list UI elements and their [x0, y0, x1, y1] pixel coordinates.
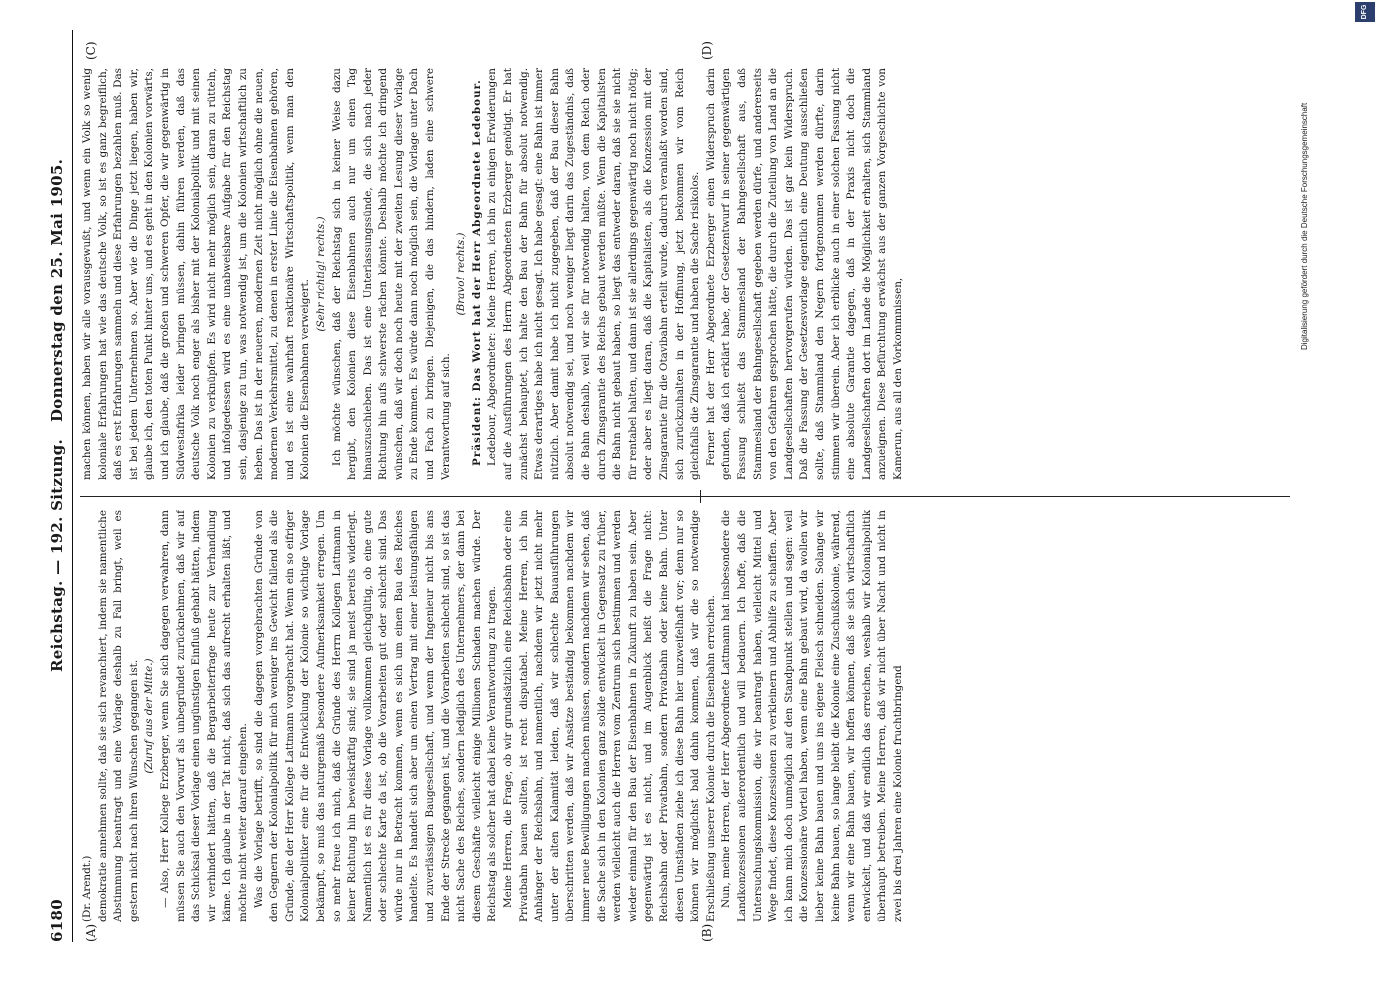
header-date: Donnerstag den 25. Mai 1905.: [48, 158, 66, 422]
dfg-logo: DFG: [1355, 2, 1375, 22]
paragraph: demokratie annehmen sollte, daß sie sich revanchiert, indem sie namentliche Abstimmung beantragt und eine Vorlage deshalb zu Fall bringt, weil es gestern nicht nach ihren Wünschen gegangen ist.: [96, 510, 140, 922]
column-divider: [80, 496, 1290, 497]
digitization-note: Digitalisierung gefördert durch die Deutsche Forschungsgemeinschaft: [1300, 102, 1309, 350]
paragraph: Meine Herren, die Frage, ob wir grundsätzlich eine Reichsbahn oder eine Privatbahn bauen sollten, ist recht disputabel. Meine Herren, ich bin Anhänger der Reichsbahn, und namentlich, nachdem wir jetzt nicht mehr unter der alten Kalamität leiden, daß wir schlechte Bauausführungen überschritten werden, daß wir Ansätze beständig bekommen nachdem wir immer neue Bewilligungen machen müssen, sondern nachdem wir sehen, daß die Sache sich in den Kolonien ganz solide entwickelt in Gegensatz zu früher, werden vielleicht auch die Herren vom Zentrum sich bestimmen und werden wieder einmal für den Bau der Eisenbahnen in Zukunft zu haben sein. Aber gegenwärtig ist es nicht, und im Augenblick heißt die Frage nicht: Reichsbahn oder Privatbahn, sondern Privatbahn oder keine Bahn. Unter diesen Umständen ziehe ich diese Bahn hier unzweifelhaft vor; denn nur so können wir möglichst bald dahin kommen, daß wir die so notwendige Erschließung unserer Kolonie durch die Eisenbahn erreichen.: [502, 510, 717, 922]
header-rule: [72, 30, 73, 942]
header-session: Reichstag. — 192. Sitzung.: [48, 438, 66, 672]
interjection: (Zuruf aus der Mitte.): [143, 658, 156, 774]
paragraph: Was die Vorlage betrifft, so sind die dagegen vorgebrachten Gründe von den Gegnern der Kolonialpolitik für mich weniger ins Gewicht fallend als die Gründe, die der Herr Kollege Lattmann vorgebracht hat. Wenn ein so eifriger Kolonialpolitiker eine für die Entwicklung der Kolonie so wichtige Vorlage bekämpft, so muß das naturgemäß besondere Aufmerksamkeit erregen. Um so mehr freue ich mich, daß die Gründe des Herrn Kollegen Lattmann in keiner Richtung hin beweiskräftig sind; sie sind ja meist bereits widerlegt. Namentlich ist es für diese Vorlage vollkommen gleichgültig, ob eine gute oder schlechte Karte da ist, ob die Vorarbeiten gut oder schlecht sind. Das würde nur in Betracht kommen, wenn es sich um einen Bau des Reiches handelte. Es handelt sich aber um einen Vertrag mit einer leistungsfähigen und zuverlässigen Baugesellschaft, und wenn der Ingenieur nicht bis ans Ende der Strecke gegangen ist, und die Vorarbeiten schlecht sind, so ist das nicht Sache des Reiches, sondern lediglich des Unternehmers, der dann bei diesem Geschäfte vielleicht einige Millionen Schaden machen würde. Der Reichstag als solcher hat dabei keine Verantwortung zu tragen.: [252, 510, 499, 922]
margin-marker-d: (D): [700, 41, 714, 60]
interjection: (Sehr richtig! rechts.): [314, 216, 327, 332]
margin-marker-a: (A): [84, 923, 98, 942]
paragraph: Nun, meine Herren, der Herr Abgeordnete Lattmann hat insbesondere die Landkonzessionen außerordentlich und will bedauern. Ich hoffe, daß die Untersuchungskommission, die wir beantragt haben, vielleicht Mittel und Wege findet, diese Konzessionen zu verkleinern und Abhilfe zu schaffen. Aber ich kann mich doch unmöglich auf den Standpunkt stellen und sagen: weil die Konzessionäre Vorteil haben, wenn eine Bahn gebaut wird, da wollen wir lieber keine Bahn bauen und uns ins eigene Fleisch schneiden. Solange wir keine Bahn bauen, so lange bleibt die Kolonie eine Zuschußkolonie, während, wenn wir eine Bahn bauen, wir hoffen können, daß sie sich wirtschaftlich entwickelt, und daß wir endlich das erreichen, weshalb wir Kolonialpolitik überhaupt betreiben. Meine Herren, daß wir nicht über Nacht und nicht in zwei bis drei Jahren eine Kolonie fruchtbringend: [720, 510, 904, 922]
text-column-right: [80, 68, 1280, 480]
page-number: 6180: [48, 899, 66, 942]
running-header: [48, 30, 70, 942]
paragraph: — Also, Herr Kollege Erzberger, wenn Sie sich dagegen verwahren, dann müssen Sie auch den Vorwurf als unbegründet zurücknehmen, daß wir auf das Schicksal dieser Vorlage einen ungünstigen Einfluß gehabt hätten, indem wir verhindert hätten, daß die Bergarbeiterfrage heute zur Verhandlung käme. Ich glaube in der Tat nicht, daß sich das aufrecht erhalten läßt, und möchte nicht weiter darauf eingehen.: [158, 510, 249, 922]
paragraph: machen können, haben wir alle vorausgewußt, und wenn ein Volk so wenig koloniale Erfahrungen hat wie das deutsche Volk, so ist es ganz begreiflich, daß es erst Erfahrungen sammeln und diese Erfahrungen bezahlen muß. Das ist bei jedem Unternehmen so. Aber wie die Dinge jetzt liegen, haben wir, glaube ich, den toten Punkt hinter uns, und es geht in den Kolonien vorwärts, und ich glaube, daß die großen und schweren Opfer, die wir gegenwärtig in Südwestafrika leider bringen müssen, dahin führen werden, daß das deutsche Volk noch enger als bisher mit der Kolonialpolitik und mit seinen Kolonien zu verknüpfen. Es wird nicht mehr möglich sein, daran zu rütteln, und infolgedessen wird es eine unabweisbare Aufgabe für den Reichstag sein, dasjenige zu tun, was notwendig ist, um die Kolonien wirtschaftlich zu heben. Das ist in der neueren, modernen Zeit nicht möglich ohne die neuen, modernen Verkehrsmittel, zu denen in erster Linie die Eisenbahnen gehören, und es ist eine wahrhaft reaktionäre Wirtschaftspolitik, wenn man den Kolonien die Eisenbahnen verweigert.: [81, 68, 312, 480]
speaker-note: (Dr. Arendt.): [81, 855, 93, 922]
paragraph: Ledebour, Abgeordneter: Meine Herren, ich bin zu einigen Erwiderungen auf die Ausführungen des Herrn Abgeordneten Erzberger genötigt. Er hat zunächst behauptet, ich halte den Bau der Bahn für absolut notwendig. Etwas derartiges habe ich nicht gesagt. Ich habe gesagt: eine Bahn ist immer nützlich. Aber damit habe ich nicht zugegeben, daß der Bau dieser Bahn absolut notwendig sei, und noch weniger liegt darin das Zugeständnis, daß die Bahn deshalb, weil wir sie für notwendig halten, von dem Reich oder durch Zinsgarantie des Reichs gebaut werden müßte. Wenn die Kapitalisten die Bahn nicht gebaut haben, so liegt das entweder daran, daß sie sie nicht für rentabel halten, und dann ist sie allerdings gegenwärtig noch nicht nötig; oder aber es liegt daran, daß die Kapitalisten, als die Konzession mit der Zinsgarantie für die Otavibahn erteilt wurde, dadurch veranlaßt worden sind, sich zurückzuhalten in der Hoffnung, jetzt bekommen wir vom Reich gleichfalls die Zinsgarantie und haben die Sache risikolos.: [486, 68, 702, 480]
margin-marker-c: (C): [84, 41, 98, 60]
divider-tick: [700, 490, 701, 503]
text-column-left: [80, 510, 1230, 922]
paragraph: Ferner hat der Herr Abgeordnete Erzberger einen Widerspruch darin gefunden, daß ich erklärt habe, der Gesetzentwurf in seiner gegenwärtigen Fassung schließt das Stammesland der Bahngesellschaft aus, daß Stammesland der Bahngesellschaft gegeben werden dürfe, und andererseits von den Gefahren gesprochen hätte, die durch die Zuteilung von Land an die Landgesellschaften hervorgerufen würden. Das ist gar kein Widerspruch. Daß die Fassung der Gesetzesvorlage eigentlich eine Deutung ausschließen sollte, daß Stammland den Negern fortgenommen werden dürfte, darin stimmen wir überein. Aber ich erblicke auch in einer solchen Fassung nicht eine absolute Garantie dagegen, daß in der Praxis nicht doch die Landgesellschaften dort im Lande die Möglichkeit erhalten, sich Stammland anzueignen. Diese Befürchtung erwächst aus der ganzen Vorgeschichte von Kamerun, aus all den Vorkommnissen,: [704, 68, 904, 480]
paragraph: Ich möchte wünschen, daß der Reichstag sich in keiner Weise dazu hergibt, den Kolonien diese Eisenbahnen auch nur um einen Tag hinauszuschieben. Das ist eine Unterlassungssünde, die sich nach jeder Richtung hin aufs schwerste rächen könnte. Deshalb möchte ich dringend wünschen, daß wir doch noch heute mit der zweiten Lesung dieser Vorlage zu Ende kommen. Es würde dann noch möglich sein, die Vorlage unter Dach und Fach zu bringen. Diejenigen, die das hindern, laden eine schwere Verantwortung auf sich.: [330, 68, 452, 480]
interjection: (Bravo! rechts.): [455, 232, 468, 316]
margin-marker-b: (B): [700, 923, 714, 942]
president-statement: Präsident: Das Wort hat der Herr Abgeordnete Ledebour.: [470, 79, 483, 466]
